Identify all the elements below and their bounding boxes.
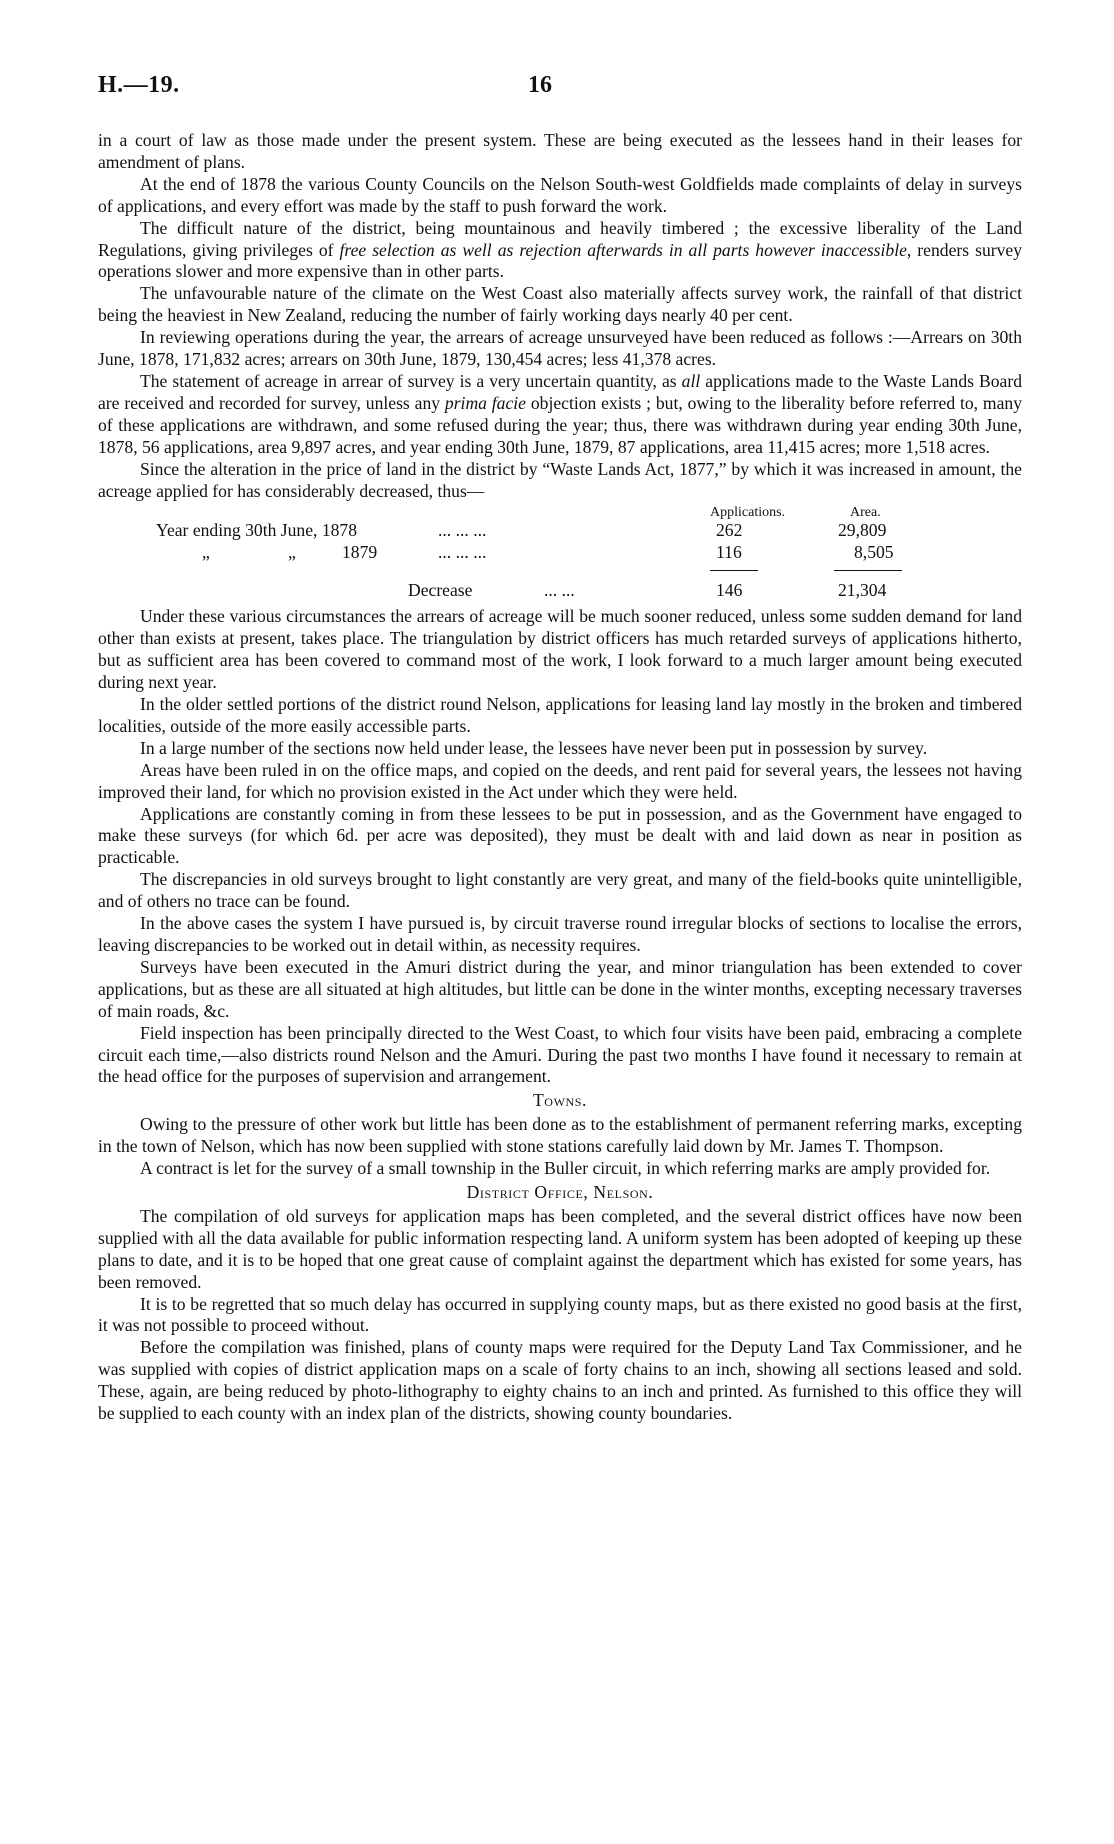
document-body xyxy=(98,130,1022,1425)
paragraph: In reviewing operations during the year, the arrears of acreage unsurveyed have been reduced as follows :—Arrears on 30th June, 1878, 171,832 acres; arrears on 30th June, 1879, 130,454 acres; less 41,378 acres. xyxy=(98,327,1022,370)
leader-dots: ... ... ... xyxy=(438,542,487,563)
paragraph: in a court of law as those made under the present system. These are being executed as the lessees hand in their leases for amendment of plans. xyxy=(98,130,1022,172)
paragraph-difficult-nature xyxy=(98,218,1022,284)
ditto-mark: „ xyxy=(202,542,210,563)
paragraph: The unfavourable nature of the climate on the West Coast also materially affects survey work, the rainfall of that district being the heaviest in New Zealand, reducing the number of fairly working days nearly 40 per cent. xyxy=(98,283,1022,326)
paragraph: Field inspection has been principally directed to the West Coast, to which four visits have been paid, embracing a complete circuit each time,—also districts round Nelson and the Amuri. During the past two months I have found it necessary to remain at the head office for the purposes of supervision and arrangement. xyxy=(98,1022,1022,1087)
row-1879-area: 8,505 xyxy=(854,542,894,563)
paragraph: A contract is let for the survey of a small township in the Buller circuit, in which referring marks are amply provided for. xyxy=(140,1158,991,1179)
column-header-applications: Applications. xyxy=(710,505,786,521)
decrease-area: 21,304 xyxy=(838,580,887,601)
leader-dots: ... ... ... xyxy=(438,520,487,541)
row-1878-applications: 262 xyxy=(716,520,743,541)
paragraph: Surveys have been executed in the Amuri district during the year, and minor triangulation has been extended to cover applications, but as these are all situated at high altitudes, but little can be done in the winter months, excepting necessary traverses of main roads, &c. xyxy=(98,956,1022,1021)
paragraph: At the end of 1878 the various County Councils on the Nelson South-west Goldfields made complaints of delay in surveys of applications, and every effort was made by the staff to push forward the work. xyxy=(98,173,1022,216)
section-heading-towns: Towns. xyxy=(532,1090,588,1111)
paragraph: Before the compilation was finished, plans of county maps were required for the Deputy Land Tax Commissioner, and he was supplied with copies of district application maps on a scale of forty chains to an inch, showing all sections leased and sold. These, again, are being reduced by photo-lithography to eighty chains to an inch and printed. As furnished to this office they will be supplied to each county with an index plan of the districts, showing county boundaries. xyxy=(98,1337,1022,1424)
paragraph: It is to be regretted that so much delay has occurred in supplying county maps, but as there existed no good basis at the first, it was not possible to proceed without. xyxy=(98,1293,1022,1336)
paragraph-acreage-statement xyxy=(98,371,1022,459)
text-run: applications made to the Waste Lands Board are received and recorded for survey, unless any xyxy=(98,370,1022,413)
decrease-label: Decrease xyxy=(408,580,473,601)
text-run: , renders survey operations slower and more expensive than in other parts. xyxy=(98,239,1022,282)
text-run: objection exists ; but, owing to the liberality before referred to, many of these applications are withdrawn, and some refused during the year; thus, there was withdrawn during year ending 30th June, 1878, 56 applications, area 9,897 acres, and year ending 30th June, 1879, 87 applications, area 11,415 acres; more 1,518 acres. xyxy=(98,392,1023,457)
row-1878-area: 29,809 xyxy=(838,520,887,541)
document-id: H.—19. xyxy=(98,72,180,98)
section-heading-district-office: District Office, Nelson. xyxy=(466,1181,654,1202)
text-run: The statement of acreage in arrear of survey is a very uncertain quantity, as xyxy=(140,370,682,391)
paragraph: In the older settled portions of the district round Nelson, applications for leasing land lay mostly in the broken and timbered localities, outside of the more easily accessible parts. xyxy=(98,694,1022,736)
italic-text-run: prima facie xyxy=(444,392,526,413)
column-header-area: Area. xyxy=(850,505,881,521)
paragraph: The compilation of old surveys for application maps has been completed, and the several district offices have now been supplied with all the data available for public information respecting land. A uniform system has been adopted of keeping up these plans to date, and it is to be hoped that one great cause of complaint against the department which has existed for some years, has been removed. xyxy=(98,1205,1022,1292)
row-1878-label: Year ending 30th June, 1878 xyxy=(156,520,358,541)
decrease-applications: 146 xyxy=(716,580,743,601)
sum-rule-area xyxy=(834,570,902,571)
paragraph: Owing to the pressure of other work but little has been done as to the establishment of permanent referring marks, excepting in the town of Nelson, which has now been supplied with stone stations carefully laid down by Mr. James T. Thompson. xyxy=(98,1114,1022,1157)
applications-table xyxy=(98,502,1022,606)
paragraph: In the above cases the system I have pursued is, by circuit traverse round irregular blocks of sections to localise the errors, leaving discrepancies to be worked out in detail within, as necessity requires. xyxy=(98,913,1022,955)
leader-dots: ... ... xyxy=(544,580,575,601)
paragraph: Since the alteration in the price of land in the district by “Waste Lands Act, 1877,” by which it was increased in amount, the acreage applied for has considerably decreased, thus— xyxy=(98,458,1022,501)
page-number: 16 xyxy=(528,72,552,98)
paragraph: Areas have been ruled in on the office maps, and copied on the deeds, and rent paid for several years, the lessees not having improved their land, for which no provision existed in the Act under which they were held. xyxy=(98,759,1022,802)
ditto-mark: „ xyxy=(288,542,296,563)
text-run: The difficult nature of the district, being mountainous and heavily timbered ; the excessive liberality of the Land Regulations, giving privileges of xyxy=(98,217,1022,260)
italic-text-run: all xyxy=(681,370,701,391)
row-1879-applications: 116 xyxy=(716,542,742,563)
page-header xyxy=(98,72,1022,108)
sum-rule-applications xyxy=(710,570,758,571)
row-1879-year: 1879 xyxy=(342,542,378,563)
paragraph: Under these various circumstances the arrears of acreage will be much sooner reduced, unless some sudden demand for land other than exists at present, takes place. The triangulation by district officers has much retarded surveys of applications hitherto, but as sufficient area has been covered to command most of the work, I look forward to a much larger amount being executed during next year. xyxy=(98,606,1022,693)
paragraph: Applications are constantly coming in from these lessees to be put in possession, and as the Government have engaged to make these surveys (for which 6d. per acre was deposited), they must be dealt with and laid down as near in position as practicable. xyxy=(98,803,1022,868)
italic-text-run: free selection as well as rejection afterwards in all parts however inaccessible xyxy=(339,239,907,260)
paragraph: In a large number of the sections now held under lease, the lessees have never been put in possession by survey. xyxy=(140,737,928,758)
paragraph: The discrepancies in old surveys brought to light constantly are very great, and many of the field-books quite unintelligible, and of others no trace can be found. xyxy=(98,869,1022,912)
